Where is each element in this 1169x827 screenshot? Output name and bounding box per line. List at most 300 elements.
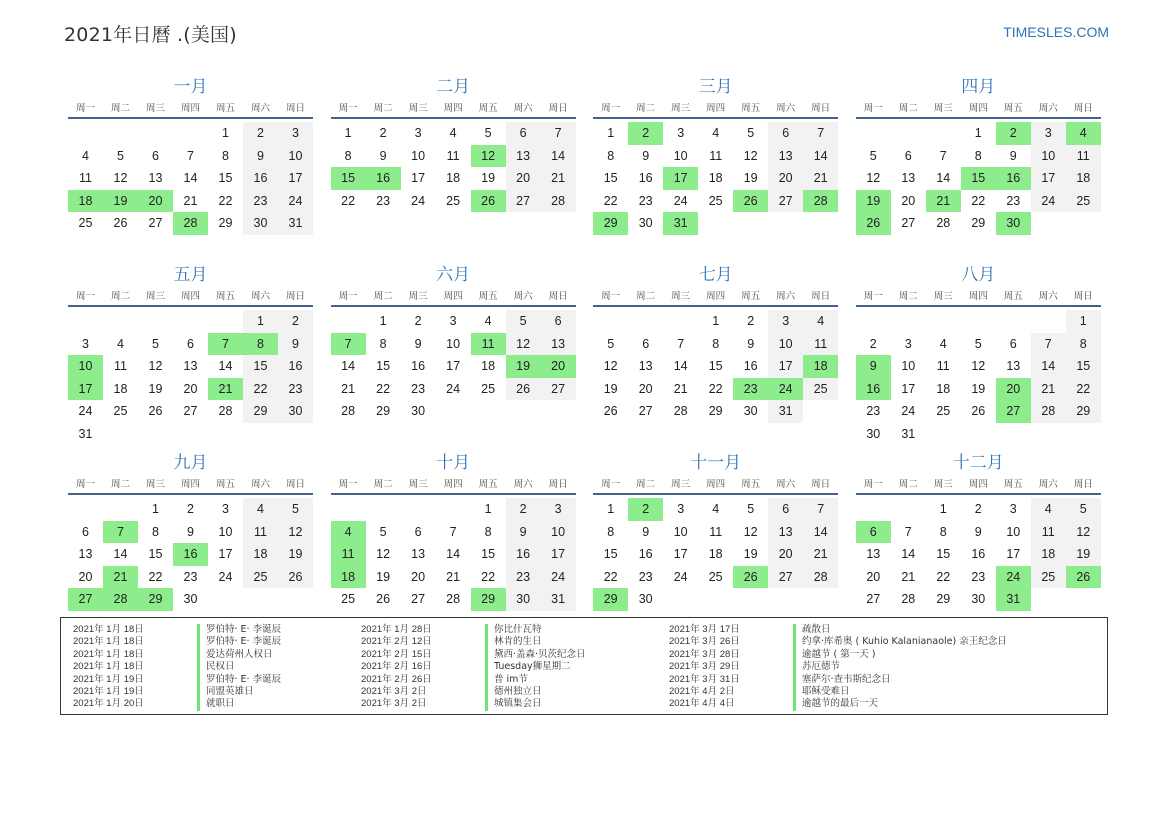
day-cell[interactable]: 11 xyxy=(114,359,127,374)
day-cell[interactable]: 20 xyxy=(866,569,881,584)
holiday-day-cell[interactable]: 4 xyxy=(331,521,366,544)
holiday-day-cell[interactable]: 2 xyxy=(996,122,1031,145)
day-cell[interactable]: 10 xyxy=(446,336,461,351)
day-cell[interactable]: 25 xyxy=(708,193,723,208)
day-cell[interactable]: 18 xyxy=(708,547,723,562)
day-cell[interactable]: 19 xyxy=(603,381,618,396)
day-cell[interactable]: 5 xyxy=(747,502,755,516)
day-cell[interactable]: 11 xyxy=(1031,521,1066,544)
day-cell[interactable]: 5 xyxy=(379,524,387,539)
day-cell[interactable]: 12 xyxy=(506,333,541,356)
day-cell[interactable]: 21 xyxy=(446,569,461,584)
day-cell[interactable]: 16 xyxy=(971,547,986,562)
day-cell[interactable]: 23 xyxy=(376,193,391,208)
day-cell[interactable]: 9 xyxy=(243,145,278,168)
day-cell[interactable]: 7 xyxy=(187,148,194,163)
day-cell[interactable]: 10 xyxy=(541,521,576,544)
day-cell[interactable]: 4 xyxy=(712,126,720,140)
day-cell[interactable]: 8 xyxy=(607,524,615,539)
holiday-day-cell[interactable]: 28 xyxy=(803,190,838,213)
day-cell[interactable]: 24 xyxy=(278,190,313,213)
day-cell[interactable]: 3 xyxy=(1009,502,1017,516)
day-cell[interactable]: 26 xyxy=(603,404,618,419)
day-cell[interactable]: 1 xyxy=(607,502,615,516)
day-cell[interactable]: 15 xyxy=(708,359,723,374)
day-cell[interactable]: 1 xyxy=(607,126,615,140)
day-cell[interactable]: 18 xyxy=(446,171,461,186)
day-cell[interactable]: 7 xyxy=(1031,333,1066,356)
holiday-day-cell[interactable]: 21 xyxy=(208,378,243,401)
day-cell[interactable]: 28 xyxy=(541,190,576,213)
day-cell[interactable]: 4 xyxy=(712,502,720,516)
day-cell[interactable]: 26 xyxy=(376,592,391,607)
day-cell[interactable]: 20 xyxy=(506,167,541,190)
day-cell[interactable]: 8 xyxy=(974,148,982,163)
holiday-day-cell[interactable]: 23 xyxy=(733,378,768,401)
day-cell[interactable]: 7 xyxy=(904,524,912,539)
day-cell[interactable]: 29 xyxy=(708,404,723,419)
day-cell[interactable]: 18 xyxy=(481,359,496,374)
day-cell[interactable]: 25 xyxy=(113,404,128,419)
day-cell[interactable]: 9 xyxy=(747,336,755,351)
day-cell[interactable]: 18 xyxy=(1066,167,1101,190)
day-cell[interactable]: 22 xyxy=(603,569,618,584)
day-cell[interactable]: 19 xyxy=(148,381,163,396)
day-cell[interactable]: 2 xyxy=(187,502,194,516)
day-cell[interactable]: 20 xyxy=(638,381,653,396)
day-cell[interactable]: 21 xyxy=(183,193,198,208)
day-cell[interactable]: 22 xyxy=(971,193,986,208)
day-cell[interactable]: 23 xyxy=(638,193,653,208)
day-cell[interactable]: 7 xyxy=(449,524,457,539)
day-cell[interactable]: 4 xyxy=(449,126,457,140)
day-cell[interactable]: 25 xyxy=(243,566,278,589)
day-cell[interactable]: 3 xyxy=(1031,122,1066,145)
day-cell[interactable]: 4 xyxy=(1031,498,1066,521)
holiday-day-cell[interactable]: 20 xyxy=(996,378,1031,401)
day-cell[interactable]: 14 xyxy=(183,171,198,186)
day-cell[interactable]: 6 xyxy=(414,524,422,539)
day-cell[interactable]: 9 xyxy=(278,333,313,356)
holiday-day-cell[interactable]: 29 xyxy=(593,212,628,235)
day-cell[interactable]: 15 xyxy=(603,171,618,186)
day-cell[interactable]: 3 xyxy=(904,336,912,351)
holiday-day-cell[interactable]: 30 xyxy=(996,212,1031,235)
day-cell[interactable]: 23 xyxy=(1006,193,1021,208)
day-cell[interactable]: 5 xyxy=(747,126,755,140)
day-cell[interactable]: 17 xyxy=(411,171,426,186)
day-cell[interactable]: 6 xyxy=(904,148,912,163)
day-cell[interactable]: 26 xyxy=(278,566,313,589)
day-cell[interactable]: 12 xyxy=(971,359,986,374)
day-cell[interactable]: 11 xyxy=(709,148,723,163)
day-cell[interactable]: 3 xyxy=(768,310,803,333)
day-cell[interactable]: 27 xyxy=(541,378,576,401)
holiday-day-cell[interactable]: 7 xyxy=(331,333,366,356)
day-cell[interactable]: 22 xyxy=(603,193,618,208)
day-cell[interactable]: 17 xyxy=(278,167,313,190)
holiday-day-cell[interactable]: 8 xyxy=(243,333,278,356)
day-cell[interactable]: 14 xyxy=(803,145,838,168)
day-cell[interactable]: 26 xyxy=(148,404,163,419)
day-cell[interactable]: 6 xyxy=(541,310,576,333)
day-cell[interactable]: 13 xyxy=(1006,359,1021,374)
holiday-day-cell[interactable]: 15 xyxy=(961,167,996,190)
day-cell[interactable]: 2 xyxy=(747,314,755,328)
day-cell[interactable]: 13 xyxy=(768,145,803,168)
day-cell[interactable]: 7 xyxy=(939,148,947,163)
holiday-day-cell[interactable]: 27 xyxy=(996,400,1031,423)
day-cell[interactable]: 3 xyxy=(677,502,685,516)
day-cell[interactable]: 5 xyxy=(607,336,615,351)
day-cell[interactable]: 13 xyxy=(148,171,163,186)
day-cell[interactable]: 20 xyxy=(78,569,93,584)
day-cell[interactable]: 9 xyxy=(642,524,650,539)
day-cell[interactable]: 27 xyxy=(866,592,881,607)
day-cell[interactable]: 14 xyxy=(673,359,688,374)
day-cell[interactable]: 27 xyxy=(768,566,803,589)
day-cell[interactable]: 12 xyxy=(603,359,618,374)
day-cell[interactable]: 2 xyxy=(869,336,877,351)
holiday-day-cell[interactable]: 26 xyxy=(733,566,768,589)
holiday-day-cell[interactable]: 24 xyxy=(768,378,803,401)
day-cell[interactable]: 1 xyxy=(243,310,278,333)
day-cell[interactable]: 24 xyxy=(673,569,688,584)
holiday-day-cell[interactable]: 28 xyxy=(103,588,138,611)
day-cell[interactable]: 17 xyxy=(218,547,233,562)
day-cell[interactable]: 4 xyxy=(484,314,492,328)
day-cell[interactable]: 25 xyxy=(481,381,496,396)
day-cell[interactable]: 15 xyxy=(218,171,233,186)
holiday-day-cell[interactable]: 18 xyxy=(68,190,103,213)
day-cell[interactable]: 16 xyxy=(411,359,426,374)
day-cell[interactable]: 14 xyxy=(901,547,916,562)
day-cell[interactable]: 4 xyxy=(117,336,124,351)
holiday-day-cell[interactable]: 16 xyxy=(366,167,401,190)
day-cell[interactable]: 27 xyxy=(768,190,803,213)
day-cell[interactable]: 1 xyxy=(484,502,492,516)
day-cell[interactable]: 7 xyxy=(803,498,838,521)
day-cell[interactable]: 8 xyxy=(344,148,352,163)
day-cell[interactable]: 3 xyxy=(222,502,229,516)
holiday-day-cell[interactable]: 17 xyxy=(663,167,698,190)
day-cell[interactable]: 22 xyxy=(148,569,163,584)
day-cell[interactable]: 3 xyxy=(541,498,576,521)
holiday-day-cell[interactable]: 4 xyxy=(1066,122,1101,145)
day-cell[interactable]: 13 xyxy=(411,547,426,562)
day-cell[interactable]: 3 xyxy=(677,126,685,140)
day-cell[interactable]: 8 xyxy=(607,148,615,163)
day-cell[interactable]: 15 xyxy=(936,547,951,562)
day-cell[interactable]: 29 xyxy=(218,216,233,231)
day-cell[interactable]: 29 xyxy=(1066,400,1101,423)
day-cell[interactable]: 24 xyxy=(446,381,461,396)
day-cell[interactable]: 10 xyxy=(673,148,688,163)
day-cell[interactable]: 5 xyxy=(1066,498,1101,521)
holiday-day-cell[interactable]: 2 xyxy=(628,122,663,145)
day-cell[interactable]: 21 xyxy=(803,543,838,566)
day-cell[interactable]: 14 xyxy=(446,547,461,562)
day-cell[interactable]: 1 xyxy=(152,502,159,516)
day-cell[interactable]: 20 xyxy=(768,543,803,566)
day-cell[interactable]: 9 xyxy=(187,524,194,539)
holiday-day-cell[interactable]: 27 xyxy=(68,588,103,611)
day-cell[interactable]: 30 xyxy=(866,426,881,441)
day-cell[interactable]: 31 xyxy=(78,426,93,441)
day-cell[interactable]: 10 xyxy=(1031,145,1066,168)
day-cell[interactable]: 27 xyxy=(148,216,163,231)
day-cell[interactable]: 9 xyxy=(642,148,650,163)
holiday-day-cell[interactable]: 19 xyxy=(856,190,891,213)
day-cell[interactable]: 6 xyxy=(152,148,159,163)
holiday-day-cell[interactable]: 31 xyxy=(663,212,698,235)
day-cell[interactable]: 28 xyxy=(936,216,951,231)
day-cell[interactable]: 30 xyxy=(243,212,278,235)
day-cell[interactable]: 6 xyxy=(768,122,803,145)
day-cell[interactable]: 20 xyxy=(768,167,803,190)
day-cell[interactable]: 13 xyxy=(78,547,93,562)
day-cell[interactable]: 7 xyxy=(677,336,685,351)
day-cell[interactable]: 12 xyxy=(866,171,881,186)
day-cell[interactable]: 23 xyxy=(638,569,653,584)
day-cell[interactable]: 5 xyxy=(974,336,982,351)
day-cell[interactable]: 25 xyxy=(446,193,461,208)
day-cell[interactable]: 27 xyxy=(506,190,541,213)
day-cell[interactable]: 15 xyxy=(148,547,163,562)
day-cell[interactable]: 2 xyxy=(414,314,422,328)
day-cell[interactable]: 13 xyxy=(183,359,198,374)
holiday-day-cell[interactable]: 6 xyxy=(856,521,891,544)
day-cell[interactable]: 12 xyxy=(113,171,128,186)
day-cell[interactable]: 24 xyxy=(901,404,916,419)
day-cell[interactable]: 24 xyxy=(1031,190,1066,213)
day-cell[interactable]: 13 xyxy=(506,145,541,168)
day-cell[interactable]: 12 xyxy=(743,148,758,163)
day-cell[interactable]: 23 xyxy=(278,378,313,401)
day-cell[interactable]: 27 xyxy=(183,404,198,419)
day-cell[interactable]: 30 xyxy=(743,404,758,419)
day-cell[interactable]: 13 xyxy=(541,333,576,356)
day-cell[interactable]: 1 xyxy=(939,502,947,516)
holiday-day-cell[interactable]: 7 xyxy=(103,521,138,544)
day-cell[interactable]: 4 xyxy=(243,498,278,521)
day-cell[interactable]: 6 xyxy=(642,336,650,351)
day-cell[interactable]: 19 xyxy=(743,171,758,186)
day-cell[interactable]: 21 xyxy=(1031,378,1066,401)
day-cell[interactable]: 4 xyxy=(803,310,838,333)
day-cell[interactable]: 25 xyxy=(1031,566,1066,589)
day-cell[interactable]: 8 xyxy=(152,524,159,539)
day-cell[interactable]: 5 xyxy=(152,336,159,351)
day-cell[interactable]: 12 xyxy=(278,521,313,544)
day-cell[interactable]: 22 xyxy=(481,569,496,584)
day-cell[interactable]: 5 xyxy=(278,498,313,521)
day-cell[interactable]: 31 xyxy=(901,426,916,441)
holiday-day-cell[interactable]: 11 xyxy=(331,543,366,566)
day-cell[interactable]: 8 xyxy=(484,524,492,539)
day-cell[interactable]: 10 xyxy=(901,359,916,374)
day-cell[interactable]: 10 xyxy=(768,333,803,356)
day-cell[interactable]: 25 xyxy=(78,216,93,231)
day-cell[interactable]: 10 xyxy=(278,145,313,168)
day-cell[interactable]: 21 xyxy=(803,167,838,190)
holiday-day-cell[interactable]: 26 xyxy=(733,190,768,213)
day-cell[interactable]: 4 xyxy=(939,336,947,351)
holiday-day-cell[interactable]: 24 xyxy=(996,566,1031,589)
holiday-day-cell[interactable]: 31 xyxy=(996,588,1031,611)
holiday-day-cell[interactable]: 17 xyxy=(68,378,103,401)
day-cell[interactable]: 5 xyxy=(869,148,877,163)
day-cell[interactable]: 17 xyxy=(446,359,461,374)
day-cell[interactable]: 11 xyxy=(803,333,838,356)
holiday-day-cell[interactable]: 28 xyxy=(173,212,208,235)
day-cell[interactable]: 30 xyxy=(278,400,313,423)
day-cell[interactable]: 8 xyxy=(222,148,229,163)
day-cell[interactable]: 5 xyxy=(117,148,124,163)
day-cell[interactable]: 21 xyxy=(673,381,688,396)
holiday-day-cell[interactable]: 19 xyxy=(506,355,541,378)
day-cell[interactable]: 23 xyxy=(971,569,986,584)
day-cell[interactable]: 17 xyxy=(768,355,803,378)
day-cell[interactable]: 24 xyxy=(218,569,233,584)
day-cell[interactable]: 23 xyxy=(183,569,198,584)
day-cell[interactable]: 2 xyxy=(243,122,278,145)
day-cell[interactable]: 8 xyxy=(379,336,387,351)
holiday-day-cell[interactable]: 10 xyxy=(68,355,103,378)
day-cell[interactable]: 25 xyxy=(936,404,951,419)
day-cell[interactable]: 1 xyxy=(712,314,720,328)
day-cell[interactable]: 28 xyxy=(1031,400,1066,423)
holiday-day-cell[interactable]: 20 xyxy=(541,355,576,378)
day-cell[interactable]: 24 xyxy=(411,193,426,208)
day-cell[interactable]: 30 xyxy=(183,592,198,607)
day-cell[interactable]: 1 xyxy=(379,314,387,328)
day-cell[interactable]: 20 xyxy=(901,193,916,208)
day-cell[interactable]: 29 xyxy=(376,404,391,419)
day-cell[interactable]: 7 xyxy=(803,122,838,145)
day-cell[interactable]: 17 xyxy=(1006,547,1021,562)
day-cell[interactable]: 12 xyxy=(1066,521,1101,544)
day-cell[interactable]: 17 xyxy=(541,543,576,566)
day-cell[interactable]: 20 xyxy=(183,381,198,396)
holiday-day-cell[interactable]: 16 xyxy=(173,543,208,566)
day-cell[interactable]: 13 xyxy=(638,359,653,374)
day-cell[interactable]: 24 xyxy=(541,566,576,589)
day-cell[interactable]: 1 xyxy=(222,126,229,140)
day-cell[interactable]: 25 xyxy=(341,592,356,607)
day-cell[interactable]: 22 xyxy=(218,193,233,208)
day-cell[interactable]: 11 xyxy=(79,171,92,186)
day-cell[interactable]: 23 xyxy=(506,566,541,589)
day-cell[interactable]: 16 xyxy=(278,355,313,378)
holiday-day-cell[interactable]: 20 xyxy=(138,190,173,213)
day-cell[interactable]: 4 xyxy=(82,148,89,163)
day-cell[interactable]: 2 xyxy=(379,126,387,140)
day-cell[interactable]: 13 xyxy=(866,547,881,562)
day-cell[interactable]: 22 xyxy=(243,378,278,401)
day-cell[interactable]: 28 xyxy=(341,404,356,419)
day-cell[interactable]: 3 xyxy=(414,126,422,140)
day-cell[interactable]: 27 xyxy=(638,404,653,419)
day-cell[interactable]: 2 xyxy=(974,502,982,516)
day-cell[interactable]: 24 xyxy=(78,404,93,419)
day-cell[interactable]: 10 xyxy=(218,524,233,539)
holiday-day-cell[interactable]: 15 xyxy=(331,167,366,190)
day-cell[interactable]: 19 xyxy=(743,547,758,562)
day-cell[interactable]: 23 xyxy=(243,190,278,213)
day-cell[interactable]: 25 xyxy=(708,569,723,584)
day-cell[interactable]: 16 xyxy=(638,171,653,186)
day-cell[interactable]: 11 xyxy=(446,148,460,163)
day-cell[interactable]: 14 xyxy=(218,359,233,374)
day-cell[interactable]: 22 xyxy=(936,569,951,584)
day-cell[interactable]: 25 xyxy=(803,378,838,401)
day-cell[interactable]: 15 xyxy=(603,547,618,562)
day-cell[interactable]: 19 xyxy=(376,569,391,584)
day-cell[interactable]: 13 xyxy=(768,521,803,544)
day-cell[interactable]: 2 xyxy=(506,498,541,521)
day-cell[interactable]: 11 xyxy=(1066,145,1101,168)
day-cell[interactable]: 13 xyxy=(901,171,916,186)
day-cell[interactable]: 3 xyxy=(82,336,89,351)
day-cell[interactable]: 9 xyxy=(974,524,982,539)
holiday-day-cell[interactable]: 7 xyxy=(208,333,243,356)
day-cell[interactable]: 7 xyxy=(541,122,576,145)
day-cell[interactable]: 29 xyxy=(936,592,951,607)
holiday-day-cell[interactable]: 26 xyxy=(856,212,891,235)
holiday-day-cell[interactable]: 16 xyxy=(856,378,891,401)
day-cell[interactable]: 6 xyxy=(1009,336,1017,351)
holiday-day-cell[interactable]: 19 xyxy=(103,190,138,213)
day-cell[interactable]: 21 xyxy=(341,381,356,396)
day-cell[interactable]: 6 xyxy=(82,524,89,539)
day-cell[interactable]: 16 xyxy=(638,547,653,562)
day-cell[interactable]: 14 xyxy=(541,145,576,168)
day-cell[interactable]: 18 xyxy=(243,543,278,566)
day-cell[interactable]: 26 xyxy=(113,216,128,231)
day-cell[interactable]: 16 xyxy=(243,167,278,190)
day-cell[interactable]: 11 xyxy=(709,524,723,539)
day-cell[interactable]: 1 xyxy=(344,126,352,140)
day-cell[interactable]: 21 xyxy=(541,167,576,190)
day-cell[interactable]: 28 xyxy=(218,404,233,419)
day-cell[interactable]: 27 xyxy=(411,592,426,607)
day-cell[interactable]: 19 xyxy=(1066,543,1101,566)
day-cell[interactable]: 15 xyxy=(243,355,278,378)
day-cell[interactable]: 29 xyxy=(243,400,278,423)
day-cell[interactable]: 24 xyxy=(673,193,688,208)
day-cell[interactable]: 18 xyxy=(1031,543,1066,566)
holiday-day-cell[interactable]: 12 xyxy=(471,145,506,168)
day-cell[interactable]: 28 xyxy=(673,404,688,419)
day-cell[interactable]: 18 xyxy=(113,381,128,396)
holiday-day-cell[interactable]: 9 xyxy=(856,355,891,378)
day-cell[interactable]: 30 xyxy=(971,592,986,607)
day-cell[interactable]: 31 xyxy=(278,212,313,235)
holiday-day-cell[interactable]: 11 xyxy=(471,333,506,356)
day-cell[interactable]: 8 xyxy=(939,524,947,539)
day-cell[interactable]: 12 xyxy=(376,547,391,562)
day-cell[interactable]: 16 xyxy=(743,359,758,374)
holiday-day-cell[interactable]: 2 xyxy=(628,498,663,521)
holiday-day-cell[interactable]: 26 xyxy=(471,190,506,213)
holiday-day-cell[interactable]: 21 xyxy=(103,566,138,589)
holiday-day-cell[interactable]: 18 xyxy=(331,566,366,589)
holiday-day-cell[interactable]: 26 xyxy=(1066,566,1101,589)
day-cell[interactable]: 22 xyxy=(376,381,391,396)
day-cell[interactable]: 16 xyxy=(506,543,541,566)
day-cell[interactable]: 3 xyxy=(449,314,457,328)
